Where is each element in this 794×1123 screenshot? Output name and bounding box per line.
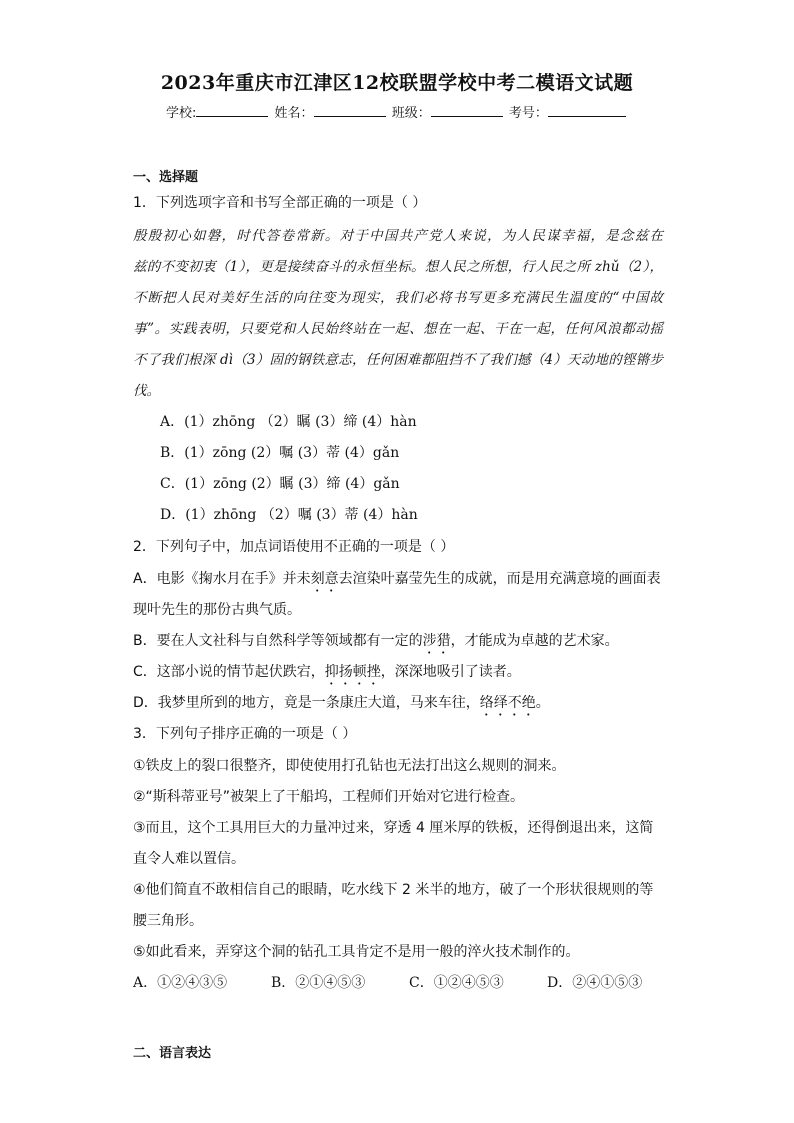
q3-stem: 3．下列句子排序正确的一项是（ ）	[133, 726, 357, 742]
section-heading-choice: 一、选择题	[133, 170, 199, 185]
q2-option-d[interactable]	[133, 692, 550, 719]
page-title: 2023年重庆市江津区12校联盟学校中考二模语文试题	[160, 72, 634, 94]
q3-option-a[interactable]: A．①②④③⑤	[133, 975, 228, 991]
q3-sentence-1: ①铁皮上的裂口很整齐，即使使用打孔钻也无法打出这么规则的洞来。	[133, 758, 566, 774]
q1-option-a[interactable]: A．(1）zhōng （2）瞩 (3）缔 (4）hàn	[160, 414, 417, 430]
q2-option-b[interactable]	[133, 630, 619, 657]
q1-stem: 1．下列选项字音和书写全部正确的一项是（ ）	[133, 195, 427, 211]
q1-passage-line: 殷殷初心如磐，时代答卷常新。对于中国共产党人来说，为人民谋幸福，是念兹在	[133, 228, 663, 244]
school-blank[interactable]	[196, 104, 268, 117]
class-blank[interactable]	[431, 104, 503, 117]
class-label: 班级：	[391, 106, 431, 121]
q2-d-text: 。	[535, 695, 550, 711]
q2-d-text: D．我梦里所到的地方，竟是一条康庄大道，马来车往，	[133, 695, 480, 711]
q3-option-b[interactable]: B．②①④⑤③	[271, 975, 366, 991]
q1-option-d[interactable]: D．(1）zhōng （2）嘱 (3）蒂 (4）hàn	[160, 507, 418, 523]
q3-option-c[interactable]: C．①②④⑤③	[409, 975, 504, 991]
student-info-row	[166, 102, 628, 121]
q2-a-dotted-word: 刻意	[310, 571, 339, 587]
q2-a-text: A．电影《掬水月在手》并未	[133, 571, 311, 587]
q1-passage-line: 事”。实践表明，只要党和人民始终站在一起、想在一起、干在一起，任何风浪都动摇	[133, 321, 663, 337]
q1-passage-line: 兹的不变初衷（1），更是接续奋斗的永恒坐标。想人民之所想，行人民之所 zhǔ（2），	[133, 259, 663, 275]
q3-sentence-2: ②“斯科蒂亚号”被架上了干船坞，工程师们开始对它进行检查。	[133, 789, 525, 805]
q2-stem: 2．下列句子中，加点词语使用不正确的一项是（ ）	[133, 539, 455, 555]
q1-option-b[interactable]: B．(1）zōng (2）嘱 (3）蒂 (4）gǎn	[160, 445, 400, 461]
q1-passage-line: 伐。	[133, 383, 160, 399]
q2-option-c[interactable]	[133, 661, 521, 688]
section-heading-language: 二、语言表达	[133, 1046, 212, 1061]
q3-sentence-5: ⑤如此看来，弄穿这个洞的钻孔工具肯定不是用一般的淬火技术制作的。	[133, 944, 580, 960]
name-blank[interactable]	[314, 104, 386, 117]
q3-options-row	[133, 972, 642, 992]
q2-a-text: 去渲染叶嘉莹先生的成就，而是用充满意境的画面表	[338, 571, 661, 587]
q3-sentence-4: ④他们简直不敢相信自己的眼睛，吃水线下 2 米半的地方，破了一个形状很规则的等	[133, 882, 654, 898]
q1-passage-line: 不断把人民对美好生活的向往变为现实，我们必将书写更多充满民生温度的“中国故	[133, 290, 663, 306]
q3-sentence-3: ③而且，这个工具用巨大的力量冲过来，穿透 4 厘米厚的铁板，还得倒退出来，这简	[133, 820, 654, 836]
name-label: 姓名：	[274, 106, 314, 121]
q3-sentence-4-cont: 腰三角形。	[133, 913, 203, 929]
q1-passage-line: 不了我们根深 dì（3）固的钢铁意志，任何困难都阻挡不了我们撼（4）天动地的铿锵步	[133, 352, 663, 368]
q2-d-dotted-word: 络绎不绝	[479, 695, 536, 711]
q2-c-dotted-word: 抑扬顿挫	[324, 664, 381, 680]
q3-option-d[interactable]: D．②④①⑤③	[547, 975, 643, 991]
q3-sentence-3-cont: 直令人难以置信。	[133, 851, 245, 867]
q2-c-text: C．这部小说的情节起伏跌宕，	[133, 664, 325, 680]
q2-option-a[interactable]	[133, 568, 661, 595]
exam-no-blank[interactable]	[548, 104, 626, 117]
q2-b-text: B．要在人文社科与自然科学等领域都有一定的	[133, 633, 423, 649]
school-label: 学校:	[166, 106, 197, 121]
q2-b-text: ，才能成为卓越的艺术家。	[450, 633, 619, 649]
q1-option-c[interactable]: C．(1）zōng (2）瞩 (3）缔 (4）gǎn	[160, 476, 400, 492]
q2-option-a-cont: 现叶先生的那份古典气质。	[133, 602, 301, 618]
q2-c-text: ，深深地吸引了读者。	[380, 664, 521, 680]
q2-b-dotted-word: 涉猎	[422, 633, 451, 649]
exam-no-label: 考号：	[508, 106, 548, 121]
